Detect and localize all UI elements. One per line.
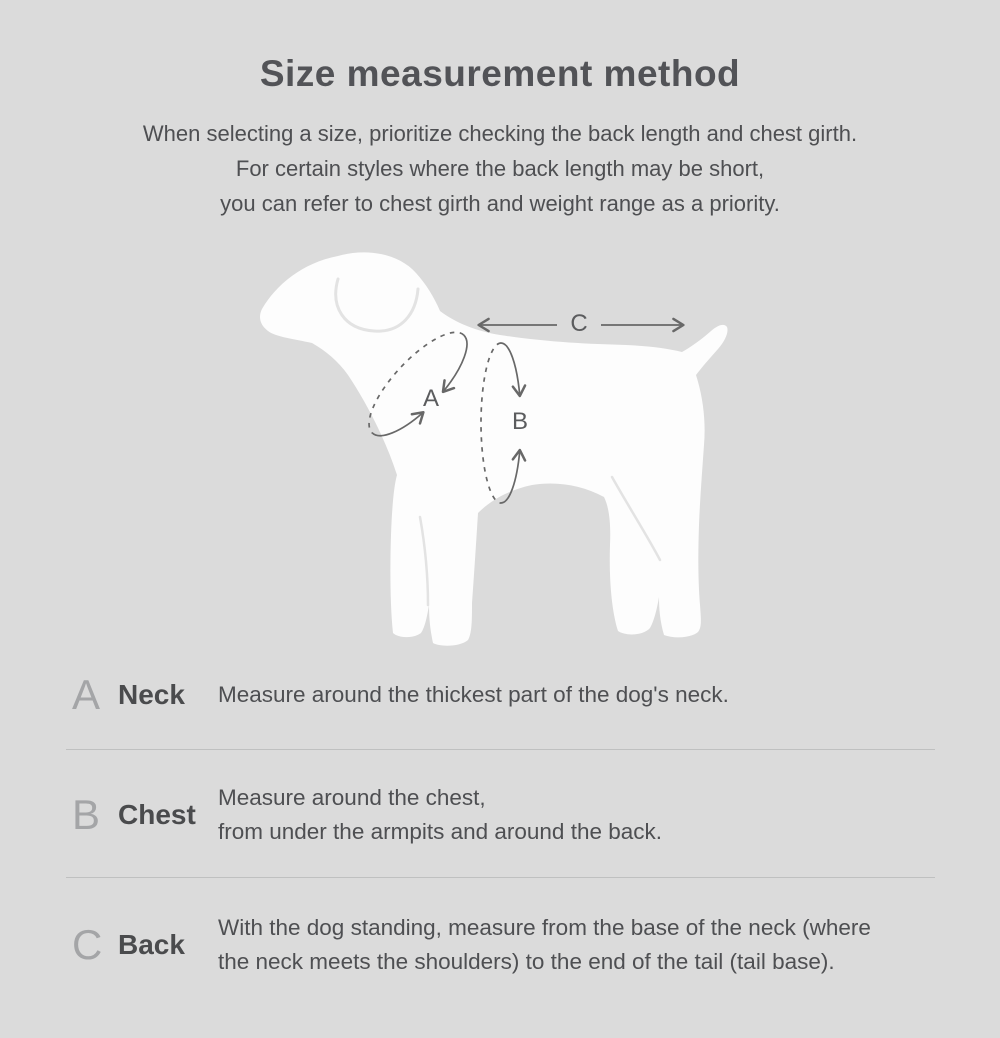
measurement-letter: C [72, 921, 103, 968]
description-line: the neck meets the shoulders) to the end of the tail (tail base). [218, 949, 835, 974]
measurement-row-chest [0, 778, 1000, 852]
diagram-label-back: C [570, 310, 588, 337]
description-line: Measure around the thickest part of the dog's neck. [218, 682, 729, 707]
diagram-label-neck: A [422, 385, 439, 412]
description-line: Measure around the chest, [218, 785, 486, 810]
measurement-name: Back [118, 929, 185, 960]
measurement-description [218, 781, 662, 849]
subtitle-line: For certain styles where the back length may be short, [235, 156, 765, 181]
measurement-description [218, 911, 871, 979]
dog-silhouette [260, 252, 728, 645]
page-subtitle [0, 116, 1000, 221]
measurement-letter: A [72, 671, 101, 718]
measurement-name: Neck [118, 679, 185, 710]
subtitle-line: you can refer to chest girth and weight range as a priority. [220, 191, 780, 216]
description-line: With the dog standing, measure from the base of the neck (where [218, 915, 871, 940]
measurement-name: Chest [118, 799, 196, 830]
measurement-description [218, 678, 729, 712]
dog-measurement-diagram [250, 245, 750, 655]
diagram-label-chest: B [511, 408, 528, 435]
measurement-row-back [0, 908, 1000, 982]
subtitle-line: When selecting a size, prioritize checking the back length and chest girth. [142, 121, 858, 146]
dog-illustration [250, 245, 750, 655]
measurement-row-neck [0, 660, 1000, 730]
row-divider [66, 749, 935, 750]
description-line: from under the armpits and around the back. [218, 819, 663, 844]
page-title: Size measurement method [259, 53, 741, 94]
measurement-letter: B [72, 791, 101, 838]
row-divider [66, 877, 935, 878]
